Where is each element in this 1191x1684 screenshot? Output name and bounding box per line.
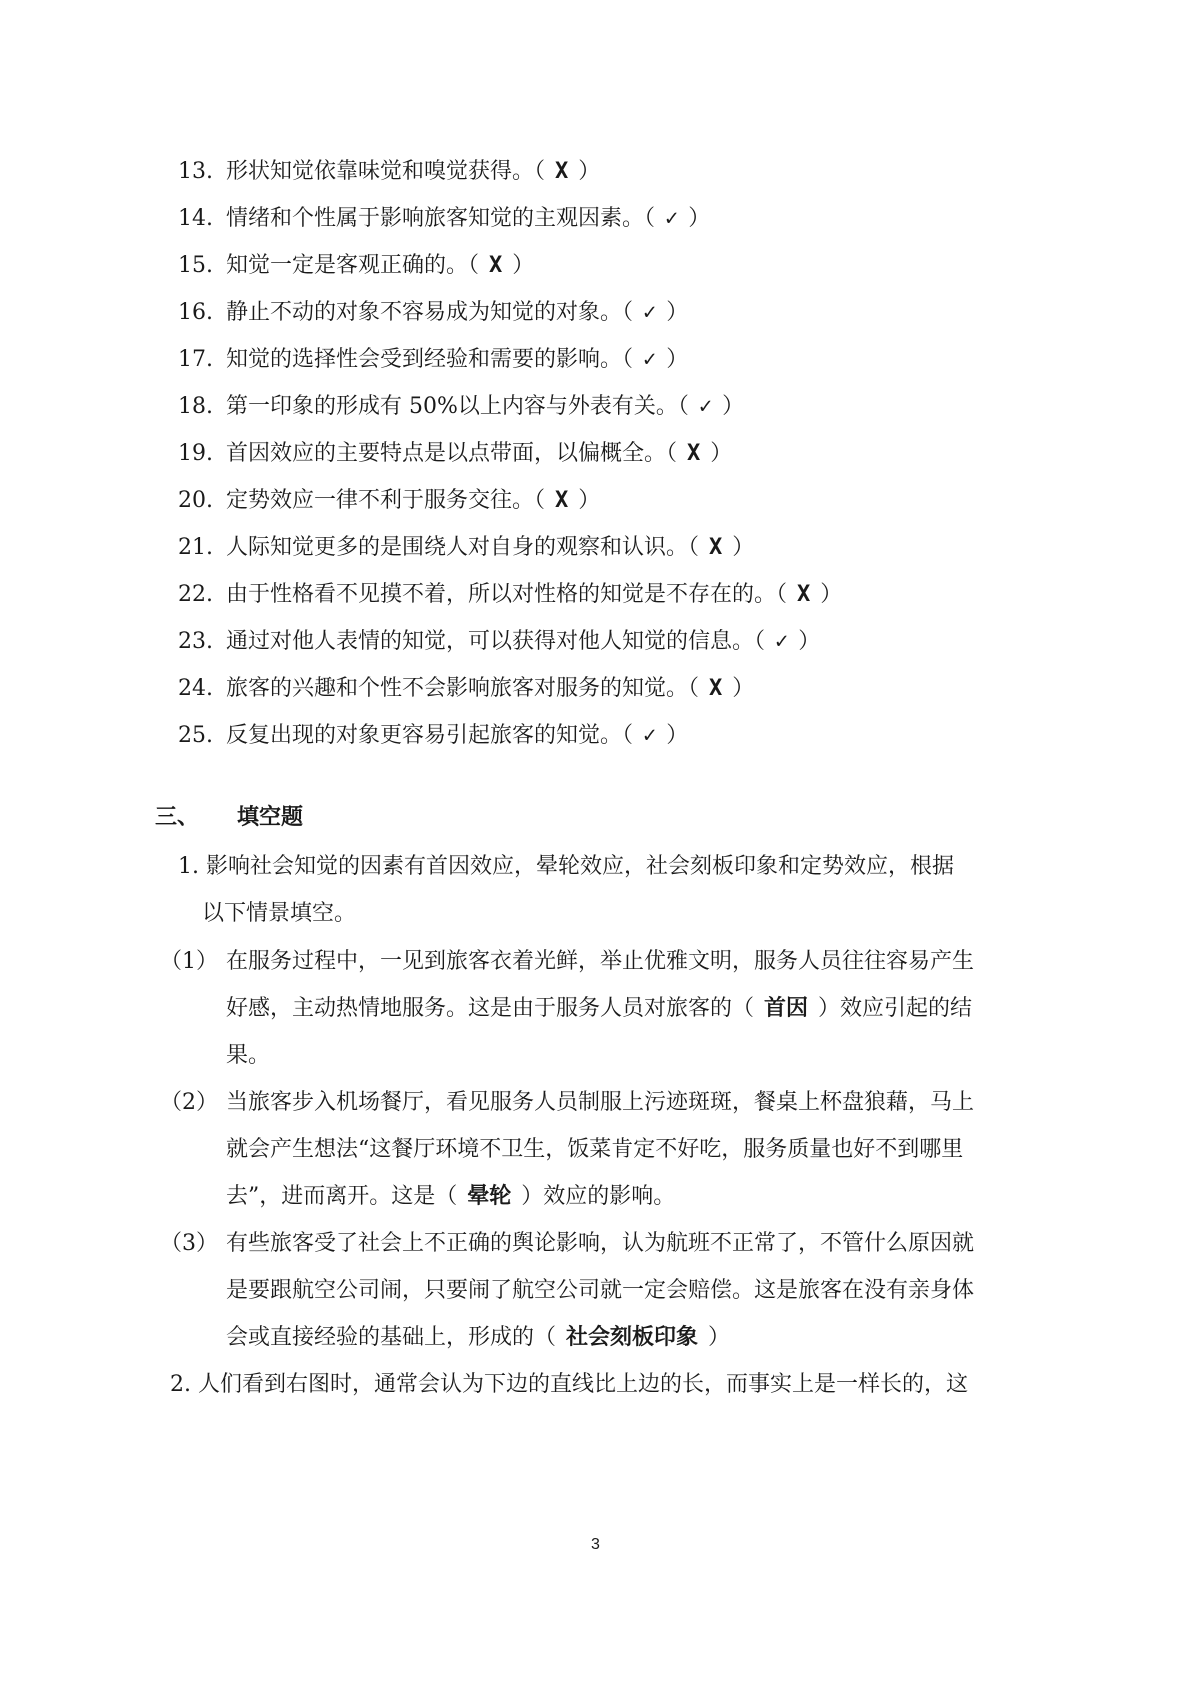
- question-1-rest: 以下情景填空。: [202, 901, 357, 926]
- open-paren: （: [644, 206, 656, 231]
- close-paren: ）: [666, 300, 689, 325]
- true-false-item: [178, 430, 1038, 477]
- open-paren: （: [534, 159, 546, 184]
- open-paren: （: [622, 347, 634, 372]
- true-false-item: [178, 148, 1038, 195]
- true-false-item: [178, 524, 1038, 571]
- sub-question-line: 有些旅客受了社会上不正确的舆论影响，认为航班不正常了，不管什么原因就: [226, 1231, 975, 1256]
- item-number: 23.: [178, 629, 213, 654]
- item-number: 24.: [178, 676, 213, 701]
- sub-question-line: 果。: [226, 1043, 271, 1068]
- item-text: 人际知觉更多的是围绕人对自身的观察和认识。: [226, 535, 689, 560]
- item-text: 由于性格看不见摸不着，所以对性格的知觉是不存在的。: [226, 582, 777, 607]
- fill-answer: 首因: [764, 996, 809, 1021]
- item-number: 15.: [178, 253, 213, 278]
- sub-question-line: 当旅客步入机场餐厅，看见服务人员制服上污迹斑斑，餐桌上杯盘狼藉，马上: [226, 1090, 975, 1115]
- item-text: 定势效应一律不利于服务交往。: [226, 488, 535, 513]
- close-paren: ）: [666, 723, 689, 748]
- item-number: 17.: [178, 347, 213, 372]
- answer-mark: ✓: [643, 300, 657, 325]
- open-paren: （: [622, 723, 634, 748]
- open-paren: （: [688, 676, 700, 701]
- close-paren: ）: [688, 206, 711, 231]
- answer-mark: X: [687, 441, 701, 466]
- line-text: ）效应的影响。: [521, 1184, 676, 1209]
- open-paren: （: [666, 441, 678, 466]
- fill-question-2: 2. 人们看到右图时，通常会认为下边的直线比上边的长，而事实上是一样长的，这: [170, 1372, 968, 1397]
- true-false-item: [178, 195, 1038, 242]
- open-paren: （: [622, 300, 634, 325]
- line-text: ）: [708, 1325, 731, 1350]
- sub-question-line: 就会产生想法“这餐厅环境不卫生，饭菜肯定不好吃，服务质量也好不到哪里: [226, 1137, 964, 1162]
- item-text: 反复出现的对象更容易引起旅客的知觉。: [226, 723, 623, 748]
- item-text: 知觉的选择性会受到经验和需要的影响。: [226, 347, 623, 372]
- sub-question-label: （3）: [160, 1231, 218, 1256]
- item-text: 形状知觉依靠味觉和嗅觉获得。: [226, 159, 535, 184]
- true-false-item: [178, 571, 1038, 618]
- item-number: 20.: [178, 488, 213, 513]
- close-paren: ）: [820, 582, 843, 607]
- open-paren: （: [776, 582, 788, 607]
- line-text: 会或直接经验的基础上，形成的（: [226, 1325, 557, 1350]
- close-paren: ）: [722, 394, 745, 419]
- answer-mark: X: [555, 159, 569, 184]
- item-number: 19.: [178, 441, 213, 466]
- sub-question-2: [160, 1079, 1045, 1220]
- answer-mark: X: [555, 488, 569, 513]
- answer-mark: ✓: [665, 206, 679, 231]
- fill-question-1: [178, 843, 1043, 937]
- section-number: 三、: [155, 805, 200, 830]
- item-text: 静止不动的对象不容易成为知觉的对象。: [226, 300, 623, 325]
- section-heading: [155, 800, 303, 831]
- answer-mark: ✓: [775, 629, 789, 654]
- true-false-item: [178, 336, 1038, 383]
- close-paren: ）: [666, 347, 689, 372]
- item-number: 14.: [178, 206, 213, 231]
- line-text: ）效应引起的结: [818, 996, 973, 1021]
- item-text: 第一印象的形成有 50%以上内容与外表有关。: [226, 394, 678, 419]
- close-paren: ）: [732, 535, 755, 560]
- sub-question-line: 在服务过程中，一见到旅客衣着光鲜，举止优雅文明，服务人员往往容易产生: [226, 949, 975, 974]
- item-number: 25.: [178, 723, 213, 748]
- true-false-item: [178, 383, 1038, 430]
- true-false-item: [178, 289, 1038, 336]
- answer-mark: X: [489, 253, 503, 278]
- answer-mark: ✓: [698, 394, 713, 419]
- sub-question-1: [160, 938, 1045, 1079]
- answer-mark: ✓: [643, 347, 657, 372]
- sub-question-line: 是要跟航空公司闹，只要闹了航空公司就一定会赔偿。这是旅客在没有亲身体: [226, 1278, 975, 1303]
- item-number: 13.: [178, 159, 213, 184]
- true-false-item: [178, 712, 1038, 759]
- fill-answer: 晕轮: [467, 1184, 512, 1209]
- item-number: 18.: [178, 394, 213, 419]
- answer-mark: ✓: [643, 723, 657, 748]
- item-text: 情绪和个性属于影响旅客知觉的主观因素。: [226, 206, 645, 231]
- sub-question-line: [160, 1173, 1045, 1220]
- open-paren: （: [468, 253, 480, 278]
- true-false-item: [178, 665, 1038, 712]
- close-paren: ）: [798, 629, 821, 654]
- sub-question-3: [160, 1220, 1045, 1361]
- item-text: 通过对他人表情的知觉，可以获得对他人知觉的信息。: [226, 629, 755, 654]
- fill-answer: 社会刻板印象: [566, 1325, 699, 1350]
- sub-question-line: [160, 985, 1045, 1032]
- item-number: 21.: [178, 535, 213, 560]
- true-false-item: [178, 477, 1038, 524]
- page-number: 3: [591, 1536, 600, 1553]
- answer-mark: X: [797, 582, 811, 607]
- true-false-list: [178, 148, 1038, 759]
- close-paren: ）: [578, 159, 601, 184]
- answer-mark: X: [709, 535, 723, 560]
- sub-question-line: [160, 1314, 1045, 1361]
- line-text: 好感，主动热情地服务。这是由于服务人员对旅客的（: [226, 996, 755, 1021]
- answer-mark: X: [709, 676, 723, 701]
- close-paren: ）: [578, 488, 601, 513]
- sub-question-label: （1）: [160, 949, 218, 974]
- sub-question-label: （2）: [160, 1090, 218, 1115]
- open-paren: （: [677, 394, 689, 419]
- open-paren: （: [534, 488, 546, 513]
- close-paren: ）: [512, 253, 535, 278]
- true-false-item: [178, 618, 1038, 665]
- close-paren: ）: [710, 441, 733, 466]
- open-paren: （: [688, 535, 700, 560]
- item-text: 旅客的兴趣和个性不会影响旅客对服务的知觉。: [226, 676, 689, 701]
- question-1-lead: 1. 影响社会知觉的因素有首因效应，晕轮效应，社会刻板印象和定势效应，根据: [178, 854, 954, 879]
- item-number: 16.: [178, 300, 213, 325]
- section-title: 填空题: [237, 805, 304, 830]
- true-false-item: [178, 242, 1038, 289]
- item-text: 首因效应的主要特点是以点带面，以偏概全。: [226, 441, 667, 466]
- item-number: 22.: [178, 582, 213, 607]
- open-paren: （: [754, 629, 766, 654]
- item-text: 知觉一定是客观正确的。: [226, 253, 469, 278]
- close-paren: ）: [732, 676, 755, 701]
- line-text: 去”，进而离开。这是（: [226, 1184, 458, 1209]
